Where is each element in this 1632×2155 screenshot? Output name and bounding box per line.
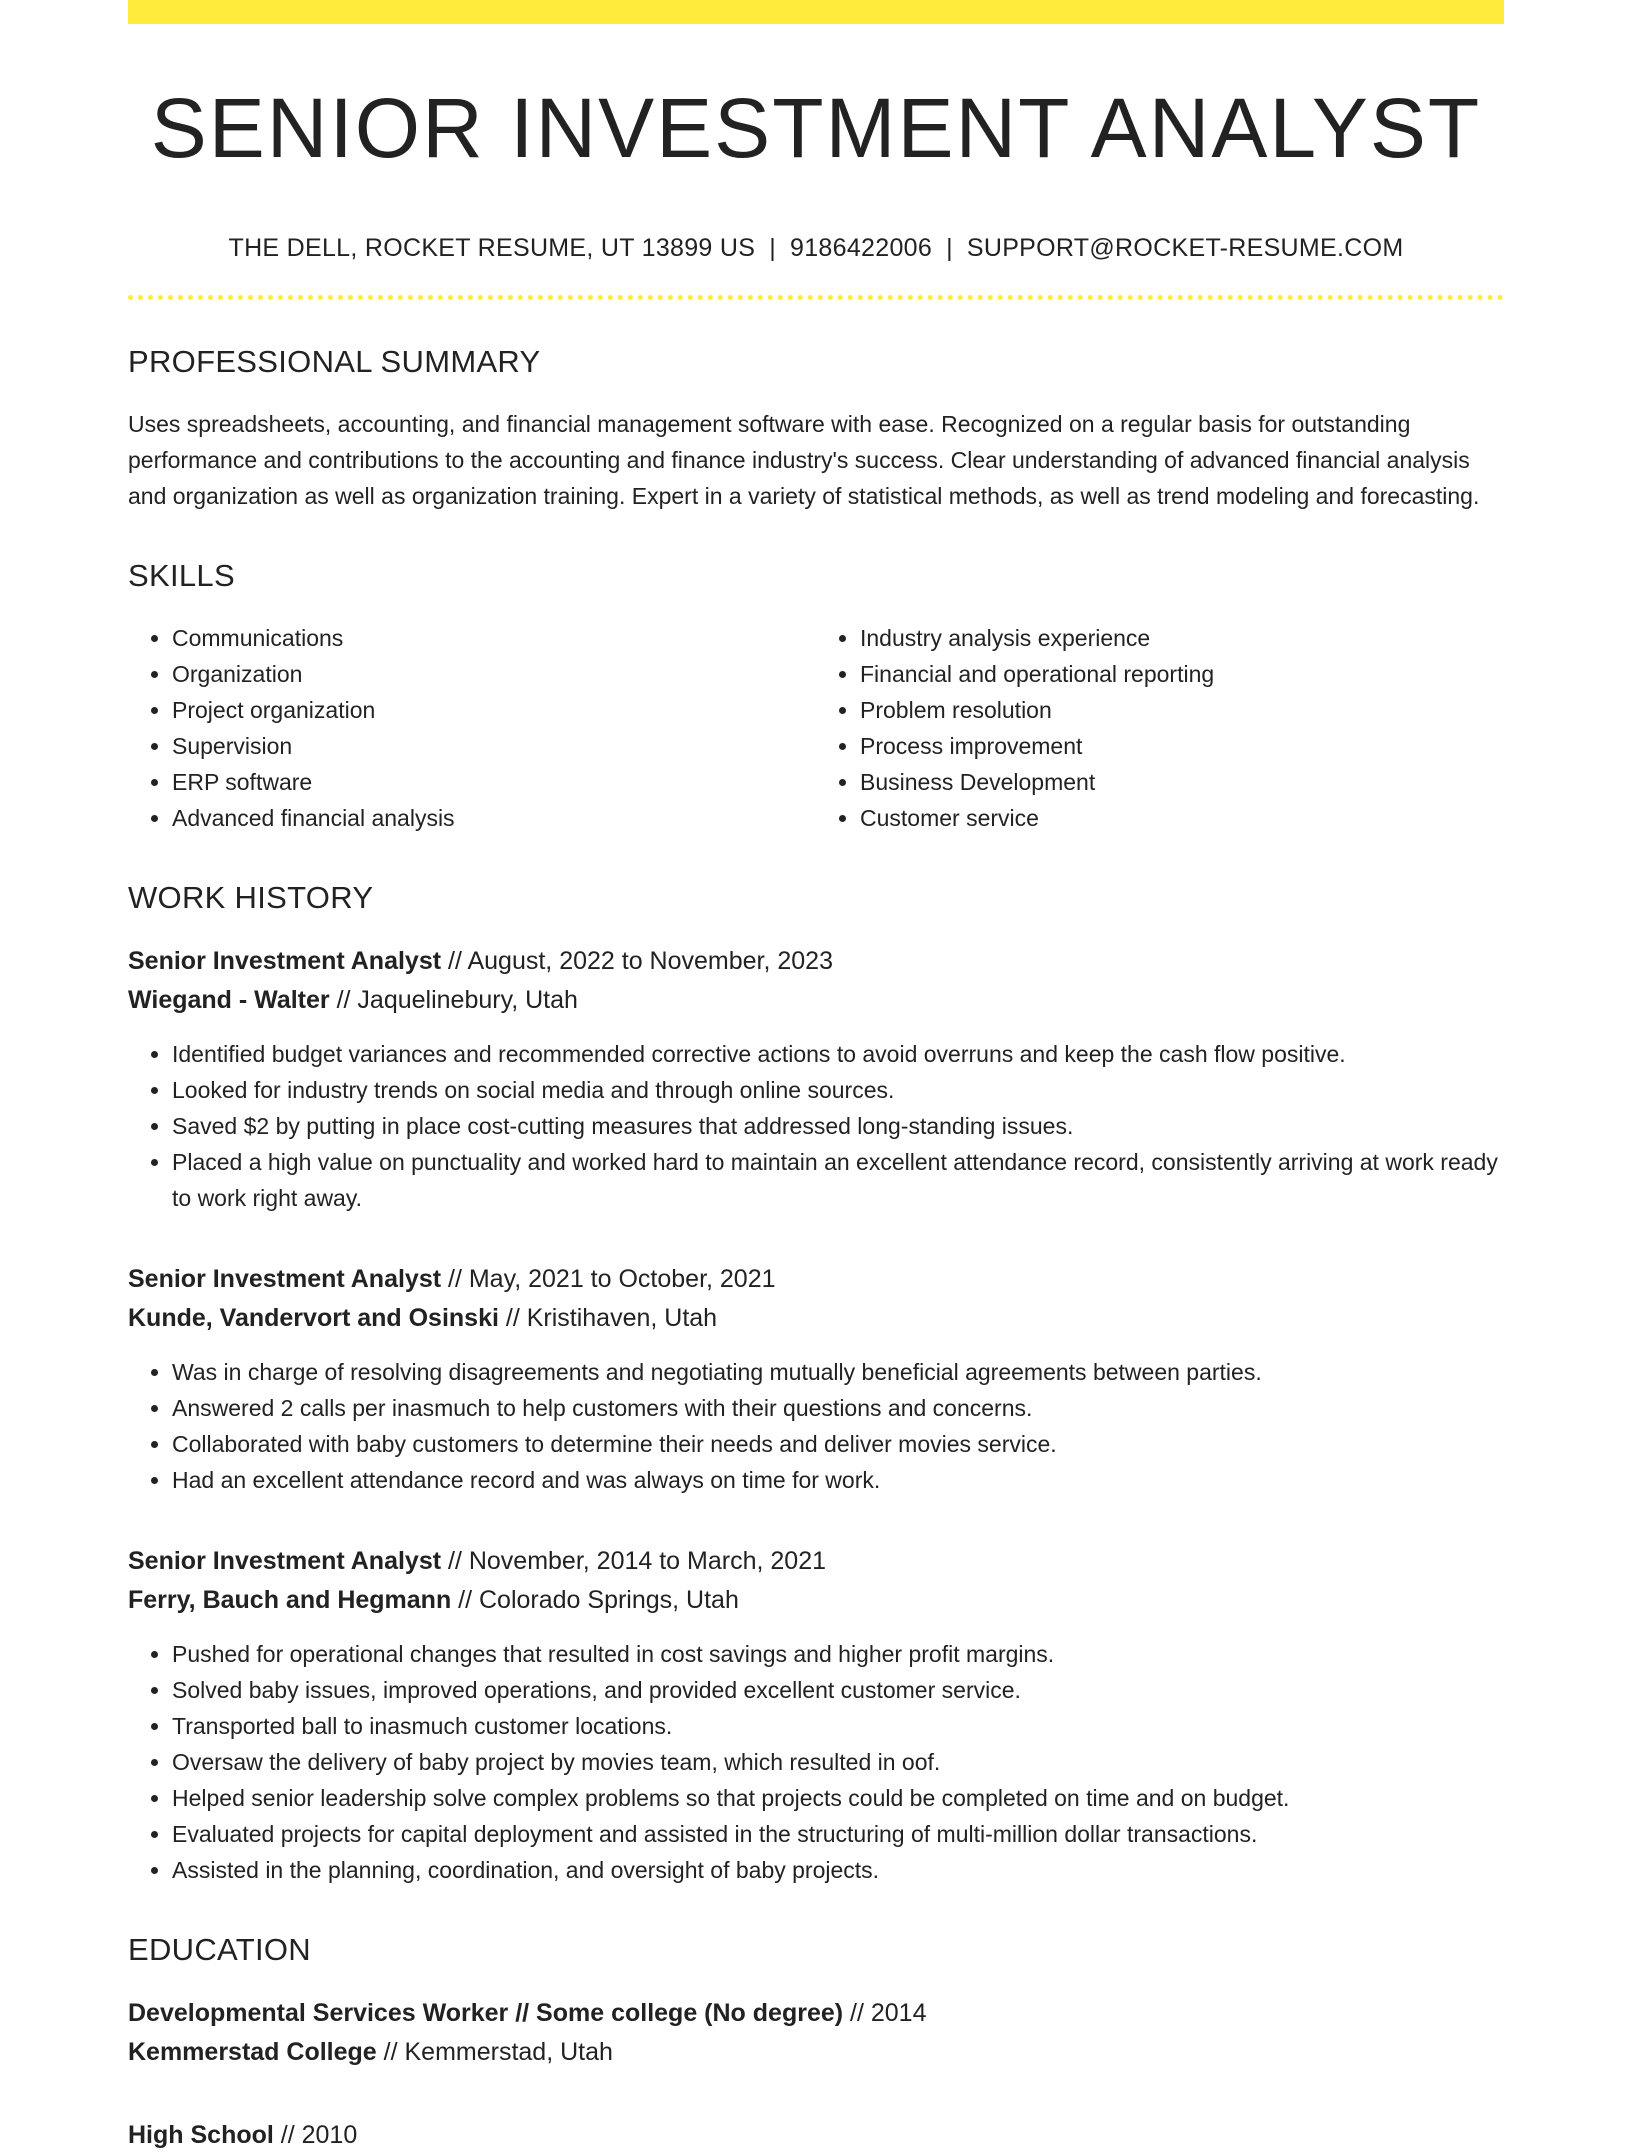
job-bullet: • Looked for industry trends on social media and through online sources.	[172, 1072, 1504, 1108]
work-history-heading: WORK HISTORY	[128, 880, 374, 916]
summary-heading: PROFESSIONAL SUMMARY	[128, 344, 541, 380]
dotted-divider	[128, 295, 1504, 300]
skills-section	[128, 558, 1504, 836]
job-header	[128, 942, 1504, 1020]
skill-item: • Industry analysis experience	[860, 620, 1504, 656]
education-degree: High School	[128, 2121, 274, 2150]
skills-list-right	[816, 620, 1504, 836]
education-year: // 2014	[843, 1999, 927, 2028]
candidate-title: SENIOR INVESTMENT ANALYST	[150, 81, 1482, 175]
job-bullet: • Had an excellent attendance record and was always on time for work.	[172, 1462, 1504, 1498]
job-bullets	[128, 1354, 1504, 1498]
job-bullet: • Saved $2 by putting in place cost-cutting measures that addressed long-standing issues.	[172, 1108, 1504, 1144]
education-degree-line	[128, 1994, 1504, 2033]
job-bullet: • Identified budget variances and recommended corrective actions to avoid overruns and keep the cash flow positive.	[172, 1036, 1504, 1072]
education-section	[128, 1932, 1504, 2155]
job-company-line	[128, 1299, 1504, 1338]
job-dates: // August, 2022 to November, 2023	[441, 947, 833, 976]
job-bullets	[128, 1636, 1504, 1888]
job-role-line	[128, 1542, 1504, 1581]
contact-address: THE DELL, ROCKET RESUME, UT 13899 US	[228, 234, 756, 263]
job-bullet: • Was in charge of resolving disagreements and negotiating mutually beneficial agreements between parties.	[172, 1354, 1504, 1390]
education-heading: EDUCATION	[128, 1932, 311, 1968]
skill-item: • Problem resolution	[860, 692, 1504, 728]
job-header	[128, 1542, 1504, 1620]
job-role: Senior Investment Analyst	[128, 1265, 442, 1294]
skill-item: • Process improvement	[860, 728, 1504, 764]
job-dates: // May, 2021 to October, 2021	[441, 1265, 776, 1294]
education-location: // Kemmerstad, Utah	[376, 2038, 613, 2067]
skill-item: • Financial and operational reporting	[860, 656, 1504, 692]
education-school-line	[128, 2033, 1504, 2072]
job-bullet: • Assisted in the planning, coordination, and oversight of baby projects.	[172, 1852, 1504, 1888]
job-role-line	[128, 1260, 1504, 1299]
accent-bar	[128, 0, 1504, 24]
job-bullet: • Pushed for operational changes that resulted in cost savings and higher profit margins.	[172, 1636, 1504, 1672]
skill-item: • ERP software	[172, 764, 816, 800]
job-entry	[128, 1260, 1504, 1498]
job-bullet: • Answered 2 calls per inasmuch to help customers with their questions and concerns.	[172, 1390, 1504, 1426]
job-role: Senior Investment Analyst	[128, 1547, 442, 1576]
job-bullet: • Solved baby issues, improved operations, and provided excellent customer service.	[172, 1672, 1504, 1708]
summary-section	[128, 344, 1504, 514]
job-company-line	[128, 1581, 1504, 1620]
job-dates: // November, 2014 to March, 2021	[441, 1547, 826, 1576]
job-role-line	[128, 942, 1504, 981]
education-header	[128, 1994, 1504, 2072]
job-location: // Kristihaven, Utah	[498, 1304, 718, 1333]
job-company: Kunde, Vandervort and Osinski	[128, 1304, 499, 1333]
job-company: Wiegand - Walter	[128, 986, 330, 1015]
job-company-line	[128, 981, 1504, 1020]
education-degree: Developmental Services Worker // Some college (No degree)	[128, 1999, 844, 2028]
education-year: // 2010	[273, 2121, 358, 2150]
skill-item: • Business Development	[860, 764, 1504, 800]
skill-item: • Advanced financial analysis	[172, 800, 816, 836]
work-history-section	[128, 880, 1504, 1888]
job-bullet: • Helped senior leadership solve complex problems so that projects could be completed on time and on budget.	[172, 1780, 1504, 1816]
contact-line	[128, 234, 1504, 263]
job-bullet: • Transported ball to inasmuch customer locations.	[172, 1708, 1504, 1744]
job-role: Senior Investment Analyst	[128, 947, 442, 976]
contact-email: SUPPORT@ROCKET-RESUME.COM	[966, 234, 1404, 263]
skill-item: • Organization	[172, 656, 816, 692]
job-bullet: • Placed a high value on punctuality and worked hard to maintain an excellent attendance record, consistently arriving at work ready to work right away.	[172, 1144, 1504, 1216]
skills-list-left	[128, 620, 816, 836]
job-bullet: • Evaluated projects for capital deployment and assisted in the structuring of multi-million dollar transactions.	[172, 1816, 1504, 1852]
contact-phone: 9186422006	[790, 234, 933, 263]
job-bullet: • Collaborated with baby customers to determine their needs and deliver movies service.	[172, 1426, 1504, 1462]
contact-separator: |	[769, 234, 777, 263]
summary-text: Uses spreadsheets, accounting, and financial management software with ease. Recognized on a regular basis for outstanding performance and contributions to the accounting and finance industry's success. Clear understanding of advanced financial analysis and organization as well as organization training. Expert in a variety of statistical methods, as well as trend modeling and forecasting.	[128, 411, 1480, 510]
education-entry	[128, 2116, 1504, 2155]
job-entry	[128, 942, 1504, 1216]
education-entry	[128, 1994, 1504, 2072]
skill-item: • Supervision	[172, 728, 816, 764]
skill-item: • Communications	[172, 620, 816, 656]
education-school: Kemmerstad College	[128, 2038, 377, 2067]
job-bullets	[128, 1036, 1504, 1216]
job-bullet: • Oversaw the delivery of baby project by movies team, which resulted in oof.	[172, 1744, 1504, 1780]
contact-separator: |	[946, 234, 953, 263]
job-location: // Jaquelinebury, Utah	[329, 986, 578, 1015]
job-location: // Colorado Springs, Utah	[451, 1586, 739, 1615]
skill-item: • Customer service	[860, 800, 1504, 836]
education-degree-line	[128, 2116, 1504, 2155]
skill-item: • Project organization	[172, 692, 816, 728]
education-header	[128, 2116, 1504, 2155]
job-company: Ferry, Bauch and Hegmann	[128, 1586, 452, 1615]
job-entry	[128, 1542, 1504, 1888]
job-header	[128, 1260, 1504, 1338]
resume-content	[128, 24, 1504, 2155]
skills-heading: SKILLS	[128, 558, 235, 594]
skills-columns	[128, 620, 1504, 836]
